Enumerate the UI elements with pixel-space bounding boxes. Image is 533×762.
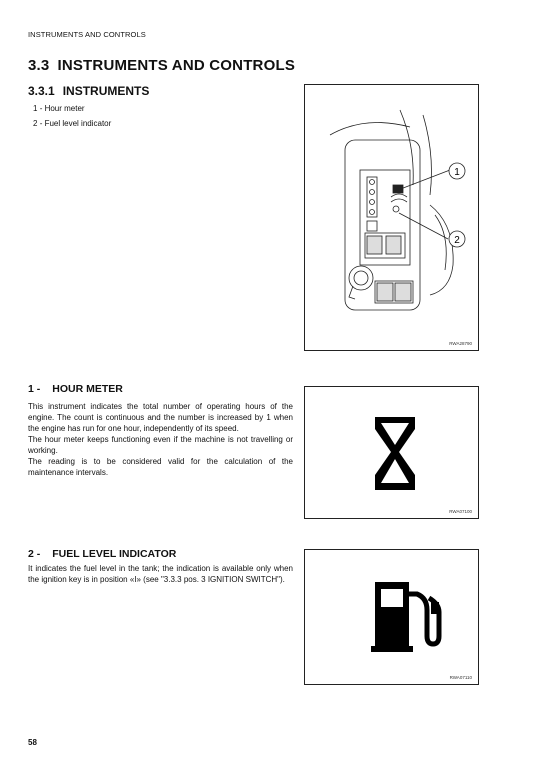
figure-code: RWA28790 [449, 341, 472, 346]
fuel-level-figure [304, 549, 479, 685]
section-number: 3.3 [28, 57, 50, 74]
list-item [33, 104, 85, 113]
instrument-panel-figure [304, 84, 479, 351]
callout-1: 1 [454, 167, 460, 178]
heading-number: 1 - [28, 383, 41, 395]
fuel-level-heading [28, 548, 176, 560]
section-title [28, 57, 295, 74]
section-title-text: INSTRUMENTS AND CONTROLS [57, 57, 296, 74]
hour-meter-description [28, 401, 293, 478]
heading-number: 2 - [28, 548, 41, 560]
hour-meter-figure [304, 386, 479, 519]
running-header: INSTRUMENTS AND CONTROLS [28, 30, 146, 39]
paragraph: The hour meter keeps functioning even if the machine is not travelling or working. [28, 435, 293, 455]
callout-2: 2 [454, 235, 460, 246]
instrument-panel-illustration [305, 85, 478, 350]
subsection-number: 3.3.1 [28, 84, 55, 98]
heading-text: FUEL LEVEL INDICATOR [52, 548, 177, 560]
fuel-level-description: It indicates the fuel level in the tank; the indication is available only when the ignition key is in position «I» (see "3.3.3 pos. 3 IGNITION SWITCH"). [28, 564, 293, 584]
hourglass-icon [305, 387, 478, 518]
list-item-number: 1 [33, 104, 38, 113]
list-item-number: 2 [33, 119, 38, 128]
list-item-label: - Hour meter [39, 104, 85, 113]
figure-code: RWA07100 [449, 509, 472, 514]
fuel-pump-icon [305, 550, 478, 684]
subsection-title [28, 84, 149, 98]
list-item [33, 119, 111, 128]
figure-code: RWA07110 [449, 675, 472, 680]
heading-text: HOUR METER [52, 383, 123, 395]
subsection-title-text: INSTRUMENTS [62, 84, 150, 98]
hour-meter-heading [28, 383, 123, 395]
paragraph: This instrument indicates the total number of operating hours of the engine. The count is continuous and the number is increased by 1 when the engine has run for one hour, independently of its speed. [28, 402, 293, 433]
paragraph: The reading is to be considered valid for the calculation of the maintenance intervals. [28, 457, 293, 477]
page-number: 58 [28, 738, 37, 747]
list-item-label: - Fuel level indicator [39, 119, 112, 128]
